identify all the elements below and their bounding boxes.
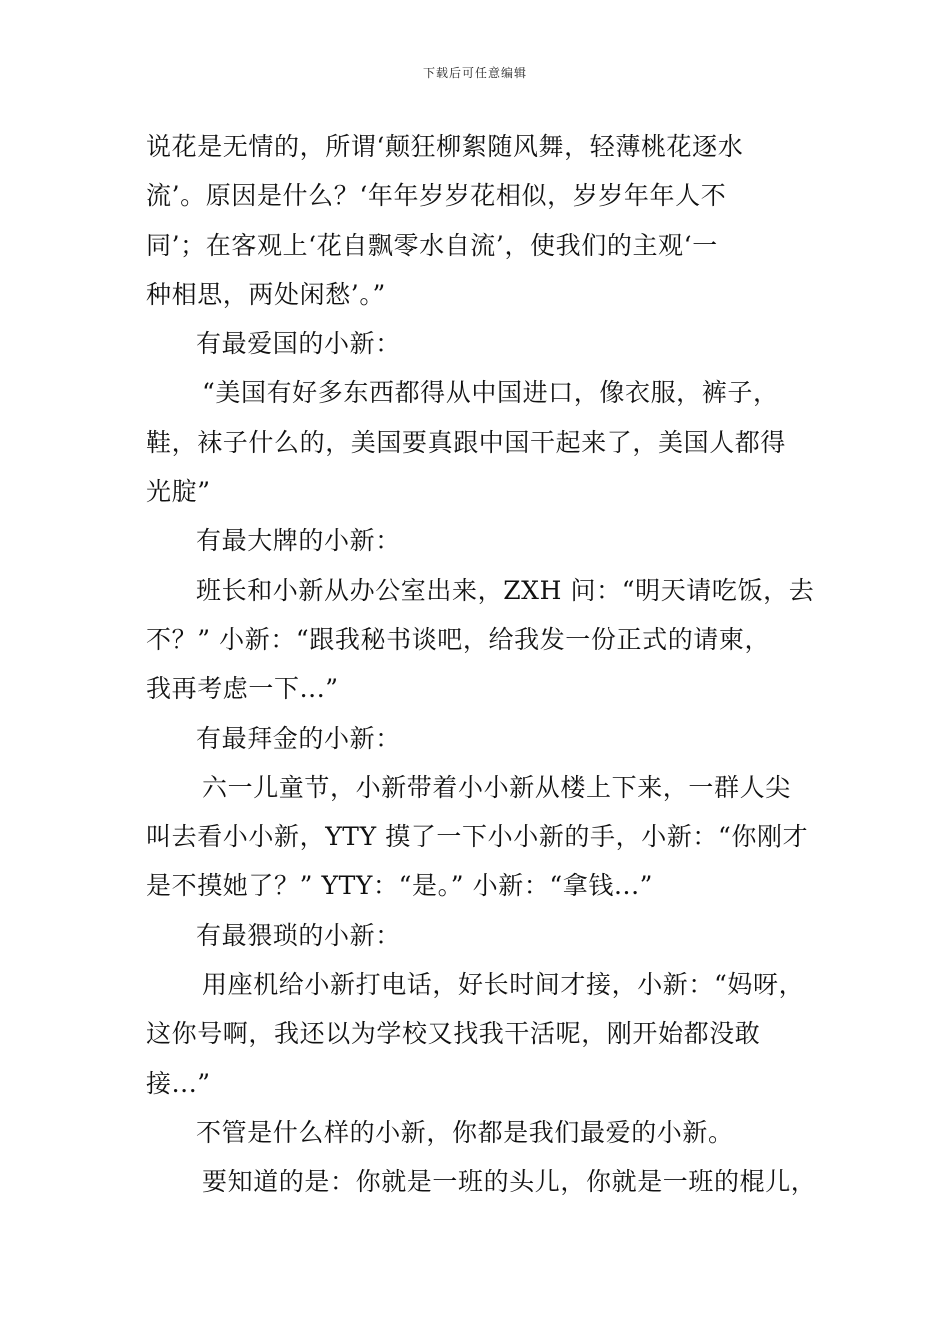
text-line: 六一儿童节，小新带着小小新从楼上下来，一群人尖 [202,772,791,802]
document-body [146,122,817,1207]
text-line: 流’。原因是什么？‘年年岁岁花相似，岁岁年年人不 [146,181,727,211]
text-line: 鞋，袜子什么的，美国要真跟中国干起来了，美国人都得 [146,427,787,457]
text-line: 种相思，两处闲愁’。” [146,279,386,309]
section-heading: 有最猥琐的小新： [196,920,401,950]
section-heading: 有最拜金的小新： [196,723,401,753]
text-line: 光腚” [146,477,211,507]
page-header: 下载后可任意编辑 [422,66,527,80]
text-line: 这你号啊，我还以为学校又找我干活呢，刚开始都没敢 [146,1019,761,1049]
text-line: 班长和小新从办公室出来，ZXH 问：“明天请吃饭，去 [196,575,815,605]
text-line: “美国有好多东西都得从中国进口，像衣服，裤子， [202,378,779,408]
text-line: 接...” [146,1068,211,1098]
text-line: 用座机给小新打电话，好长时间才接，小新：“妈呀， [202,970,805,1000]
text-line: 要知道的是：你就是一班的头儿，你就是一班的棍儿， [202,1167,817,1197]
section-heading: 有最爱国的小新： [196,329,401,359]
text-line: 同’；在客观上‘花自飘零水自流’，使我们的主观‘一 [146,230,718,260]
text-line: 说花是无情的，所谓‘颠狂柳絮随风舞，轻薄桃花逐水 [146,132,744,161]
text-line: 不管是什么样的小新，你都是我们最爱的小新。 [196,1117,734,1147]
text-line: 是不摸她了？” YTY：“是。” 小新：“拿钱...” [146,871,654,901]
text-line: 我再考虑一下...” [146,674,339,704]
text-line: 叫去看小小新，YTY 摸了一下小小新的手，小新：“你刚才 [146,822,809,852]
section-heading: 有最大牌的小新： [196,526,401,556]
text-line: 不？” 小新：“跟我秘书谈吧，给我发一份正式的请柬， [146,624,771,654]
